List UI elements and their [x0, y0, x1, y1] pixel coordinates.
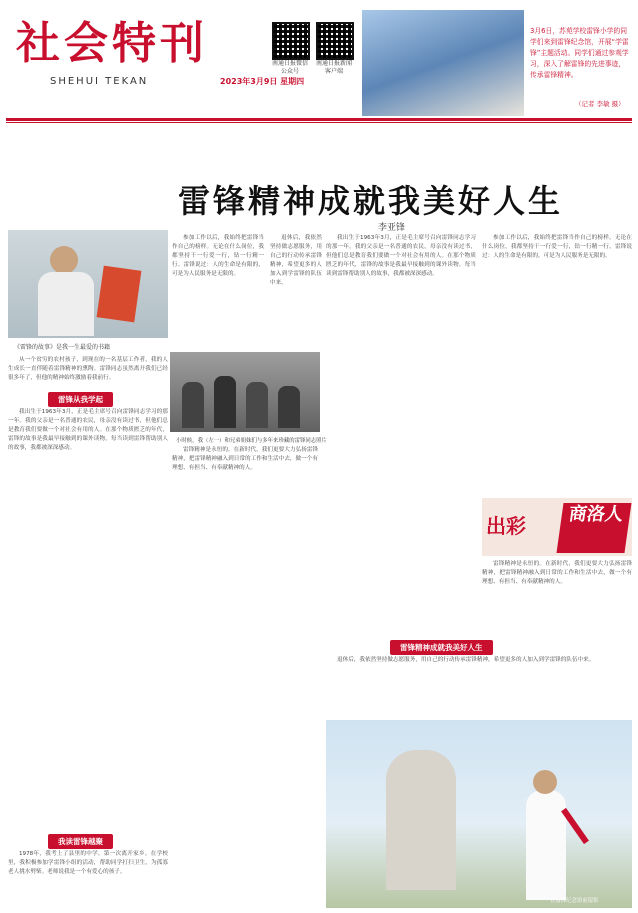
article-column: [8, 850, 168, 908]
masthead-title: 社会特刊: [16, 18, 208, 69]
section-heading: 我读雷锋越聚: [48, 834, 113, 849]
paragraph: 参加工作以后，我始终把雷锋当作自己的榜样。无论在什么岗位，我都坚持干一行爱一行，钻一行精一行。雷锋说过：人的生命是有限的，可是为人民服务是无限的。: [172, 235, 264, 277]
portrait-caption: 《雷锋的故事》是我一生最爱的书籍: [14, 344, 111, 351]
author-portrait-photo: [8, 230, 168, 338]
paragraph: 参加工作以后，我始终把雷锋当作自己的榜样。无论在什么岗位，我都坚持干一行爱一行，钻一行精一行。雷锋说过：人的生命是有限的，可是为人民服务是无限的。: [482, 235, 632, 259]
paragraph: 1978年，我考上了县里的中学，第一次离开家乡。在学校里，我积极参加学雷锋小组的活动，帮助同学打扫卫生，为孤寡老人挑水劈柴。老师说我是一个有爱心的孩子。: [8, 851, 168, 875]
article-column: [482, 234, 632, 494]
photo-caption: 3月6日，苏苑学校雷锋小学的同学们来到雷锋纪念馆，开展“学雷锋”主题活动。同学们通过参观学习，深入了解雷锋的先进事迹，传承雷锋精神。: [530, 27, 629, 79]
qr-code-icon: [316, 22, 354, 60]
article-column: [172, 446, 318, 908]
masthead-divider: [6, 118, 632, 121]
students-reading-photo: [362, 10, 524, 116]
family-caption: 小时候，我（左一）和兄弟姐妹们与多年来珍藏的雷锋同志照片: [176, 438, 327, 444]
section-heading: 雷锋从我学起: [48, 392, 113, 407]
family-photo: [170, 352, 320, 432]
article-column: [8, 356, 168, 388]
paragraph: 退休后，我依然坚持做志愿服务，用自己的行动传承雷锋精神，希望更多的人加入到学雷锋的队伍中来。: [270, 235, 322, 286]
article-column: [8, 408, 168, 838]
photo-credit: （记者 李敏 摄）: [575, 100, 625, 108]
article-column: [326, 656, 632, 716]
paragraph: 我出生于1963年3月，正是毛主席号召向雷锋同志学习的那一年。我的父亲是一名普通的农民，母亲没有读过书，但他们总是教育我们要做一个对社会有用的人。在那个物质匮乏的年代，雷锋的故事是我最早接触到的课外读物。每当读到雷锋帮助别人的故事，我都被深深感动。: [326, 235, 476, 277]
paragraph: 从一个贫穷的农村孩子，到现在的一名基层工作者，我的人生成长一直伴随着雷锋精神的熏陶。雷锋同志虽然离开我们已经很多年了，但他的精神始终激励着我前行。: [8, 357, 168, 381]
issue-date: 2023年3月9日 星期四: [220, 77, 305, 86]
paragraph: 雷锋精神是永恒的。在新时代，我们更要大力弘扬雷锋精神，把雷锋精神融入到日常的工作和生活中去，做一个有理想、有担当、有奉献精神的人。: [482, 561, 632, 585]
section-heading: 雷锋精神成就我美好人生: [390, 640, 493, 655]
article-column: [270, 234, 322, 354]
masthead-pinyin: SHEHUI TEKAN: [50, 76, 149, 87]
qr-label: 南通日报微信公众号: [271, 60, 308, 75]
paragraph: 我出生于1963年3月，正是毛主席号召向雷锋同志学习的那一年。我的父亲是一名普通的农民，母亲没有读过书，但他们总是教育我们要做一个对社会有用的人。在那个物质匮乏的年代，雷锋的故事是我最早接触到的课外读物。每当读到雷锋帮助别人的故事，我都被深深感动。: [8, 409, 168, 451]
statue-photo: [326, 720, 632, 908]
badge-left-text: 出彩: [486, 514, 526, 538]
qr-code-icon: [272, 22, 310, 60]
statue-caption: 在雷锋纪念馆前留影: [550, 898, 599, 904]
byline: 李亚锋: [378, 223, 406, 233]
masthead-divider-thin: [6, 122, 632, 123]
article-headline: 雷锋精神成就我美好人生: [178, 182, 564, 220]
paragraph: 退休后，我依然坚持做志愿服务，用自己的行动传承雷锋精神，希望更多的人加入到学雷锋的队伍中来。: [337, 657, 595, 663]
qr-label: 南通日报新闻客户端: [315, 60, 352, 75]
badge-main-text: 商洛人: [556, 503, 631, 553]
article-column: [326, 234, 476, 636]
article-column: [172, 234, 264, 354]
paragraph: 雷锋精神是永恒的。在新时代，我们更要大力弘扬雷锋精神，把雷锋精神融入到日常的工作和生活中去，做一个有理想、有担当、有奉献精神的人。: [172, 447, 318, 471]
article-column: [482, 560, 632, 650]
